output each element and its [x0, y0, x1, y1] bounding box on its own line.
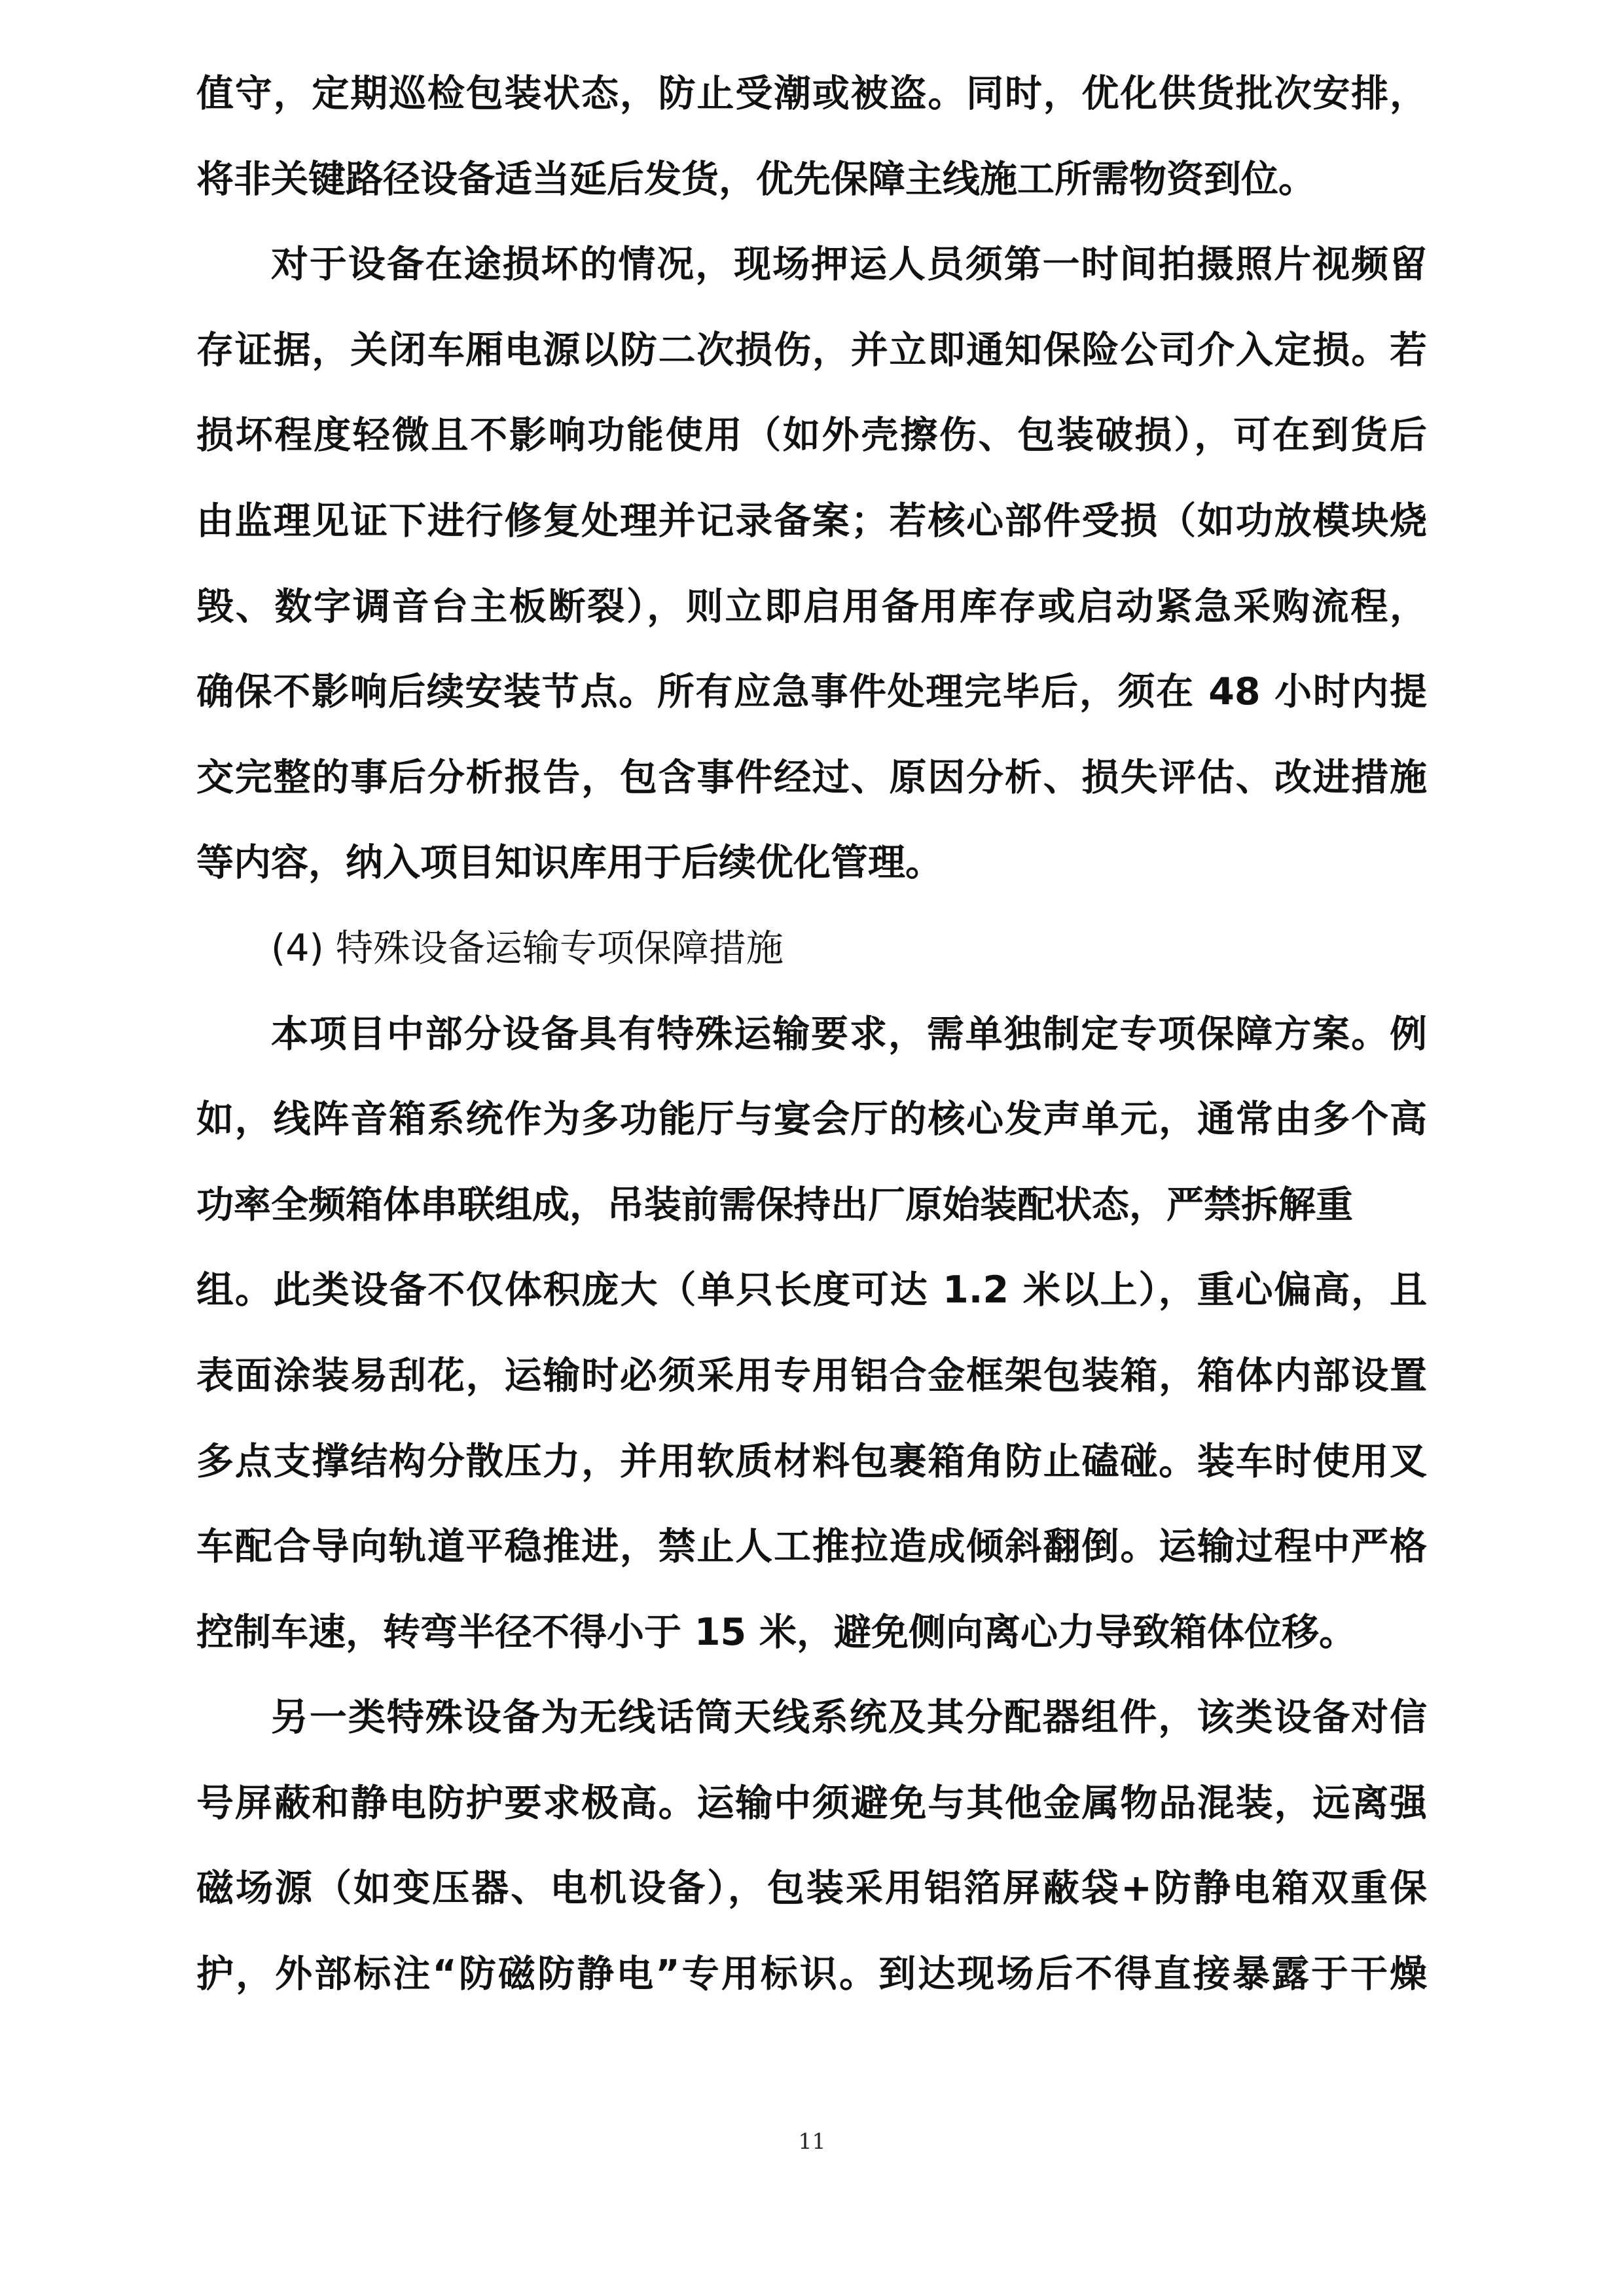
paragraph-first-line: 对于设备在途损坏的情况，现场押运人员须第一时间拍摄照片视频留: [271, 243, 1427, 287]
text-line: 等内容，纳入项目知识库用于后续优化管理。: [196, 841, 943, 885]
text-line: 毁、数字调音台主板断裂），则立即启用备用库存或启动紧急采购流程，: [196, 584, 1427, 628]
text-line: 将非关键路径设备适当延后发货，优先保障主线施工所需物资到位。: [196, 157, 1316, 201]
text-line: 损坏程度轻微且不影响功能使用（如外壳擦伤、包装破损），可在到货后: [196, 414, 1427, 457]
text-line: 表面涂装易刮花，运输时必须采用专用铝合金框架包装箱，箱体内部设置: [196, 1354, 1427, 1397]
text-line: 多点支撑结构分散压力，并用软质材料包裹箱角防止磕碰。装车时使用叉: [196, 1439, 1427, 1483]
text-line: 由监理见证下进行修复处理并记录备案；若核心部件受损（如功放模块烧: [196, 499, 1427, 543]
text-line: 组。此类设备不仅体积庞大（单只长度可达 1.2 米以上），重心偏高，且: [196, 1268, 1427, 1312]
text-line: 存证据，关闭车厢电源以防二次损伤，并立即通知保险公司介入定损。若: [196, 328, 1427, 372]
text-line: 如，线阵音箱系统作为多功能厅与宴会厅的核心发声单元，通常由多个高: [196, 1098, 1427, 1141]
text-line: 控制车速，转弯半径不得小于 15 米，避免侧向离心力导致箱体位移。: [196, 1610, 1357, 1654]
page-number: 11: [798, 2128, 826, 2154]
text-line: 功率全频箱体串联组成，吊装前需保持出厂原始装配状态，严禁拆解重: [196, 1183, 1353, 1227]
text-line: 号屏蔽和静电防护要求极高。运输中须避免与其他金属物品混装，远离强: [196, 1781, 1427, 1825]
paragraph-first-line: 另一类特殊设备为无线话筒天线系统及其分配器组件，该类设备对信: [271, 1696, 1427, 1740]
document-body: [196, 51, 1427, 2017]
text-line: 车配合导向轨道平稳推进，禁止人工推拉造成倾斜翻倒。运输过程中严格: [196, 1525, 1427, 1569]
text-line: 磁场源（如变压器、电机设备），包装采用铝箔屏蔽袋+防静电箱双重保: [196, 1867, 1427, 1910]
text-line: 确保不影响后续安装节点。所有应急事件处理完毕后，须在 48 小时内提: [196, 670, 1427, 714]
text-line: 交完整的事后分析报告，包含事件经过、原因分析、损失评估、改进措施: [196, 755, 1427, 799]
paragraph-first-line: 本项目中部分设备具有特殊运输要求，需单独制定专项保障方案。例: [271, 1012, 1427, 1056]
text-line: 值守，定期巡检包装状态，防止受潮或被盗。同时，优化供货批次安排，: [196, 72, 1427, 115]
section-heading: (4) 特殊设备运输专项保障措施: [271, 926, 784, 970]
text-line: 护，外部标注“防磁防静电”专用标识。到达现场后不得直接暴露于干燥: [196, 1952, 1427, 1996]
